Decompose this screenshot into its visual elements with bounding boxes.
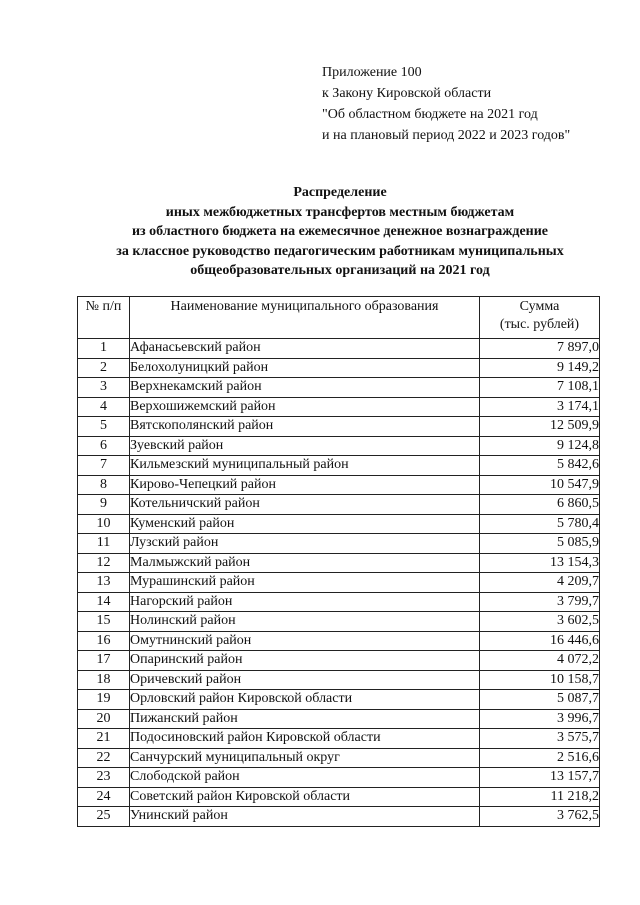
row-amount: 3 602,5 xyxy=(480,612,600,632)
row-number: 4 xyxy=(78,397,130,417)
row-number: 3 xyxy=(78,378,130,398)
row-amount: 3 174,1 xyxy=(480,397,600,417)
table-row xyxy=(78,670,600,690)
row-amount: 2 516,6 xyxy=(480,748,600,768)
table-row xyxy=(78,495,600,515)
title-line-1: Распределение xyxy=(293,185,387,200)
appendix-line-3: "Об областном бюджете на 2021 год xyxy=(322,107,538,122)
table-row xyxy=(78,514,600,534)
row-number: 18 xyxy=(78,670,130,690)
row-amount: 3 996,7 xyxy=(480,709,600,729)
table-row xyxy=(78,534,600,554)
row-amount: 3 575,7 xyxy=(480,729,600,749)
row-municipality: Мурашинский район xyxy=(130,573,480,593)
row-number: 14 xyxy=(78,592,130,612)
row-amount: 5 087,7 xyxy=(480,690,600,710)
row-number: 21 xyxy=(78,729,130,749)
appendix-line-1: Приложение 100 xyxy=(322,65,422,80)
table-row xyxy=(78,612,600,632)
table-row xyxy=(78,417,600,437)
row-municipality: Верхнекамский район xyxy=(130,378,480,398)
row-number: 11 xyxy=(78,534,130,554)
document-title xyxy=(40,183,640,281)
table-row xyxy=(78,553,600,573)
table-row xyxy=(78,709,600,729)
row-amount: 5 085,9 xyxy=(480,534,600,554)
row-number: 7 xyxy=(78,456,130,476)
row-number: 8 xyxy=(78,475,130,495)
table-row xyxy=(78,339,600,359)
row-amount: 4 072,2 xyxy=(480,651,600,671)
row-number: 13 xyxy=(78,573,130,593)
row-number: 22 xyxy=(78,748,130,768)
row-number: 19 xyxy=(78,690,130,710)
row-municipality: Опаринский район xyxy=(130,651,480,671)
table-row xyxy=(78,748,600,768)
table-row xyxy=(78,807,600,827)
row-number: 15 xyxy=(78,612,130,632)
row-amount: 16 446,6 xyxy=(480,631,600,651)
table-row xyxy=(78,787,600,807)
row-amount: 7 108,1 xyxy=(480,378,600,398)
table-row xyxy=(78,768,600,788)
row-municipality: Подосиновский район Кировской области xyxy=(130,729,480,749)
header-sum xyxy=(480,297,600,339)
title-line-4: за классное руководство педагогическим работникам муниципальных xyxy=(116,243,564,259)
appendix-line-4: и на плановый период 2022 и 2023 годов" xyxy=(322,128,571,143)
row-amount: 6 860,5 xyxy=(480,495,600,515)
header-sum-line-2: (тыс. рублей) xyxy=(499,317,580,332)
row-municipality: Орловский район Кировской области xyxy=(130,690,480,710)
row-municipality: Омутнинский район xyxy=(130,631,480,651)
table-header-row xyxy=(78,297,600,339)
row-municipality: Нолинский район xyxy=(130,612,480,632)
row-amount: 10 547,9 xyxy=(480,475,600,495)
row-number: 23 xyxy=(78,768,130,788)
title-line-5: общеобразовательных организаций на 2021 год xyxy=(190,263,490,278)
row-municipality: Унинский район xyxy=(130,807,480,827)
table-row xyxy=(78,358,600,378)
title-line-2: иных межбюджетных трансфертов местным бюджетам xyxy=(165,204,515,220)
row-municipality: Нагорский район xyxy=(130,592,480,612)
appendix-block xyxy=(322,62,570,146)
table-row xyxy=(78,729,600,749)
table-row xyxy=(78,592,600,612)
row-number: 12 xyxy=(78,553,130,573)
row-municipality: Малмыжский район xyxy=(130,553,480,573)
row-number: 24 xyxy=(78,787,130,807)
row-amount: 9 149,2 xyxy=(480,358,600,378)
row-amount: 3 762,5 xyxy=(480,807,600,827)
row-municipality: Советский район Кировской области xyxy=(130,787,480,807)
header-name: Наименование муниципального образования xyxy=(130,297,480,339)
header-number: № п/п xyxy=(78,297,130,339)
row-amount: 3 799,7 xyxy=(480,592,600,612)
table-row xyxy=(78,378,600,398)
row-municipality: Верхошижемский район xyxy=(130,397,480,417)
row-number: 2 xyxy=(78,358,130,378)
header-sum-line-1: Сумма xyxy=(519,299,560,314)
row-municipality: Вятскополянский район xyxy=(130,417,480,437)
table-row xyxy=(78,651,600,671)
row-municipality: Зуевский район xyxy=(130,436,480,456)
row-number: 25 xyxy=(78,807,130,827)
table-row xyxy=(78,475,600,495)
row-amount: 7 897,0 xyxy=(480,339,600,359)
row-municipality: Белохолуницкий район xyxy=(130,358,480,378)
row-municipality: Кильмезский муниципальный район xyxy=(130,456,480,476)
row-number: 5 xyxy=(78,417,130,437)
row-number: 9 xyxy=(78,495,130,515)
row-number: 6 xyxy=(78,436,130,456)
row-municipality: Куменский район xyxy=(130,514,480,534)
table-row xyxy=(78,436,600,456)
row-amount: 13 154,3 xyxy=(480,553,600,573)
table-body xyxy=(78,339,600,827)
row-amount: 9 124,8 xyxy=(480,436,600,456)
table-row xyxy=(78,573,600,593)
row-municipality: Афанасьевский район xyxy=(130,339,480,359)
row-number: 20 xyxy=(78,709,130,729)
row-amount: 5 780,4 xyxy=(480,514,600,534)
table-row xyxy=(78,397,600,417)
row-municipality: Оричевский район xyxy=(130,670,480,690)
row-municipality: Котельничский район xyxy=(130,495,480,515)
table-row xyxy=(78,631,600,651)
row-amount: 5 842,6 xyxy=(480,456,600,476)
row-amount: 4 209,7 xyxy=(480,573,600,593)
row-number: 17 xyxy=(78,651,130,671)
row-number: 10 xyxy=(78,514,130,534)
table-row xyxy=(78,456,600,476)
row-number: 1 xyxy=(78,339,130,359)
transfers-table xyxy=(77,296,600,827)
table-row xyxy=(78,690,600,710)
row-municipality: Слободской район xyxy=(130,768,480,788)
row-number: 16 xyxy=(78,631,130,651)
row-municipality: Санчурский муниципальный округ xyxy=(130,748,480,768)
row-municipality: Кирово-Чепецкий район xyxy=(130,475,480,495)
row-amount: 11 218,2 xyxy=(480,787,600,807)
row-amount: 12 509,9 xyxy=(480,417,600,437)
row-amount: 13 157,7 xyxy=(480,768,600,788)
row-municipality: Пижанский район xyxy=(130,709,480,729)
appendix-line-2: к Закону Кировской области xyxy=(322,86,492,101)
row-municipality: Лузский район xyxy=(130,534,480,554)
title-line-3: из областного бюджета на ежемесячное денежное вознаграждение xyxy=(131,224,549,239)
row-amount: 10 158,7 xyxy=(480,670,600,690)
